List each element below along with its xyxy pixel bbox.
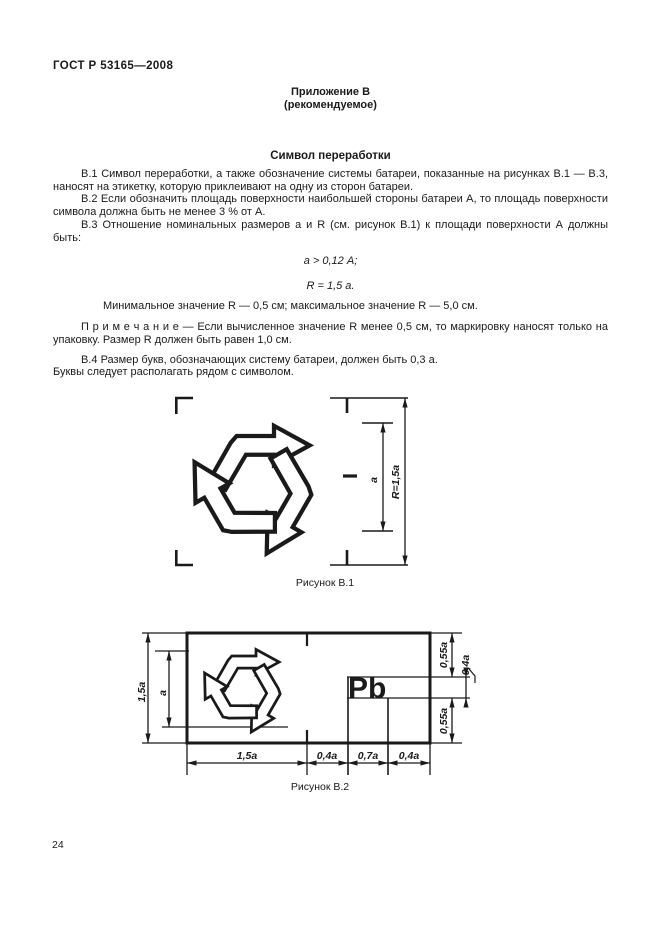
paragraph-b4: В.4 Размер букв, обозначающих систему батареи, должен быть 0,3 а.	[81, 353, 438, 366]
battery-system-label: Pb	[348, 672, 387, 705]
standard-code: ГОСТ Р 53165—2008	[53, 60, 174, 72]
dim-label-07a-bottom: 0,7a	[357, 750, 379, 762]
page-number: 24	[52, 839, 64, 851]
dim-label-r: R=1,5a	[390, 464, 402, 500]
thin-construction-lines	[142, 633, 475, 775]
paragraph-b4-continuation: Буквы следует располагать рядом с символом.	[53, 366, 294, 379]
dimension-a	[380, 423, 385, 531]
dimension-left-inner	[166, 651, 171, 727]
dim-label-04a-bottom-2: 0,4a	[398, 750, 420, 762]
formula-radius: R = 1,5 а.	[306, 279, 355, 292]
paragraph-b3: В.3 Отношение номинальных размеров а и R (см. рисунок В.1) к площади поверхности А должны быть:	[53, 218, 608, 244]
figure-b2-caption: Рисунок В.2	[290, 781, 350, 793]
body-text	[53, 168, 608, 379]
dim-label-15a-bottom: 1,5a	[236, 750, 258, 762]
paragraph-b1: В.1 Символ переработки, а также обозначение системы батареи, показанные на рисунках В.1 — В.3, наносят на этикетку, которую приклеивают на одну из сторон батареи.	[53, 168, 608, 193]
paragraph-b2: В.2 Если обозначить площадь поверхности наибольшей стороны батареи А, то площадь поверхности символа должна быть не менее 3 % от А.	[53, 193, 608, 219]
annex-heading	[53, 86, 608, 112]
dim-label-055a-bottom: 0,55a	[438, 707, 450, 735]
dimension-right-bottom	[449, 698, 454, 743]
dimension-r	[402, 398, 407, 565]
section-title: Символ переработки	[270, 150, 391, 162]
figure-b1	[160, 390, 420, 575]
figure-b2	[130, 625, 490, 787]
annex-label: Приложение В	[290, 86, 371, 98]
dim-label-04a-bottom-1: 0,4a	[316, 750, 338, 762]
dim-label-055a-top: 0,55a	[438, 641, 450, 669]
dim-label-15a-left: 1,5a	[136, 681, 148, 703]
paragraph-minmax: Минимальное значение R — 0,5 см; максимальное значение R — 5,0 см.	[103, 299, 478, 312]
formula-area: а > 0,12 А;	[303, 255, 358, 268]
dim-label-a: a	[368, 477, 380, 483]
dim-label-04a-right: 0,4a	[460, 654, 472, 676]
dimension-bottom-chain	[187, 760, 430, 765]
recycling-symbol-icon	[178, 426, 334, 563]
paragraph-note: П р и м е ч а н и е — Если вычисленное значение R менее 0,5 см, то маркировку наносят только на упаковку. Размер R должен быть равен 1,0 см.	[53, 321, 608, 347]
recycling-symbol-icon	[194, 649, 295, 738]
dim-label-a-left: a	[157, 690, 169, 696]
dimension-right-top	[449, 633, 454, 677]
figure-b1-caption: Рисунок В.1	[295, 577, 355, 589]
annex-type: (рекомендуемое)	[284, 99, 377, 111]
